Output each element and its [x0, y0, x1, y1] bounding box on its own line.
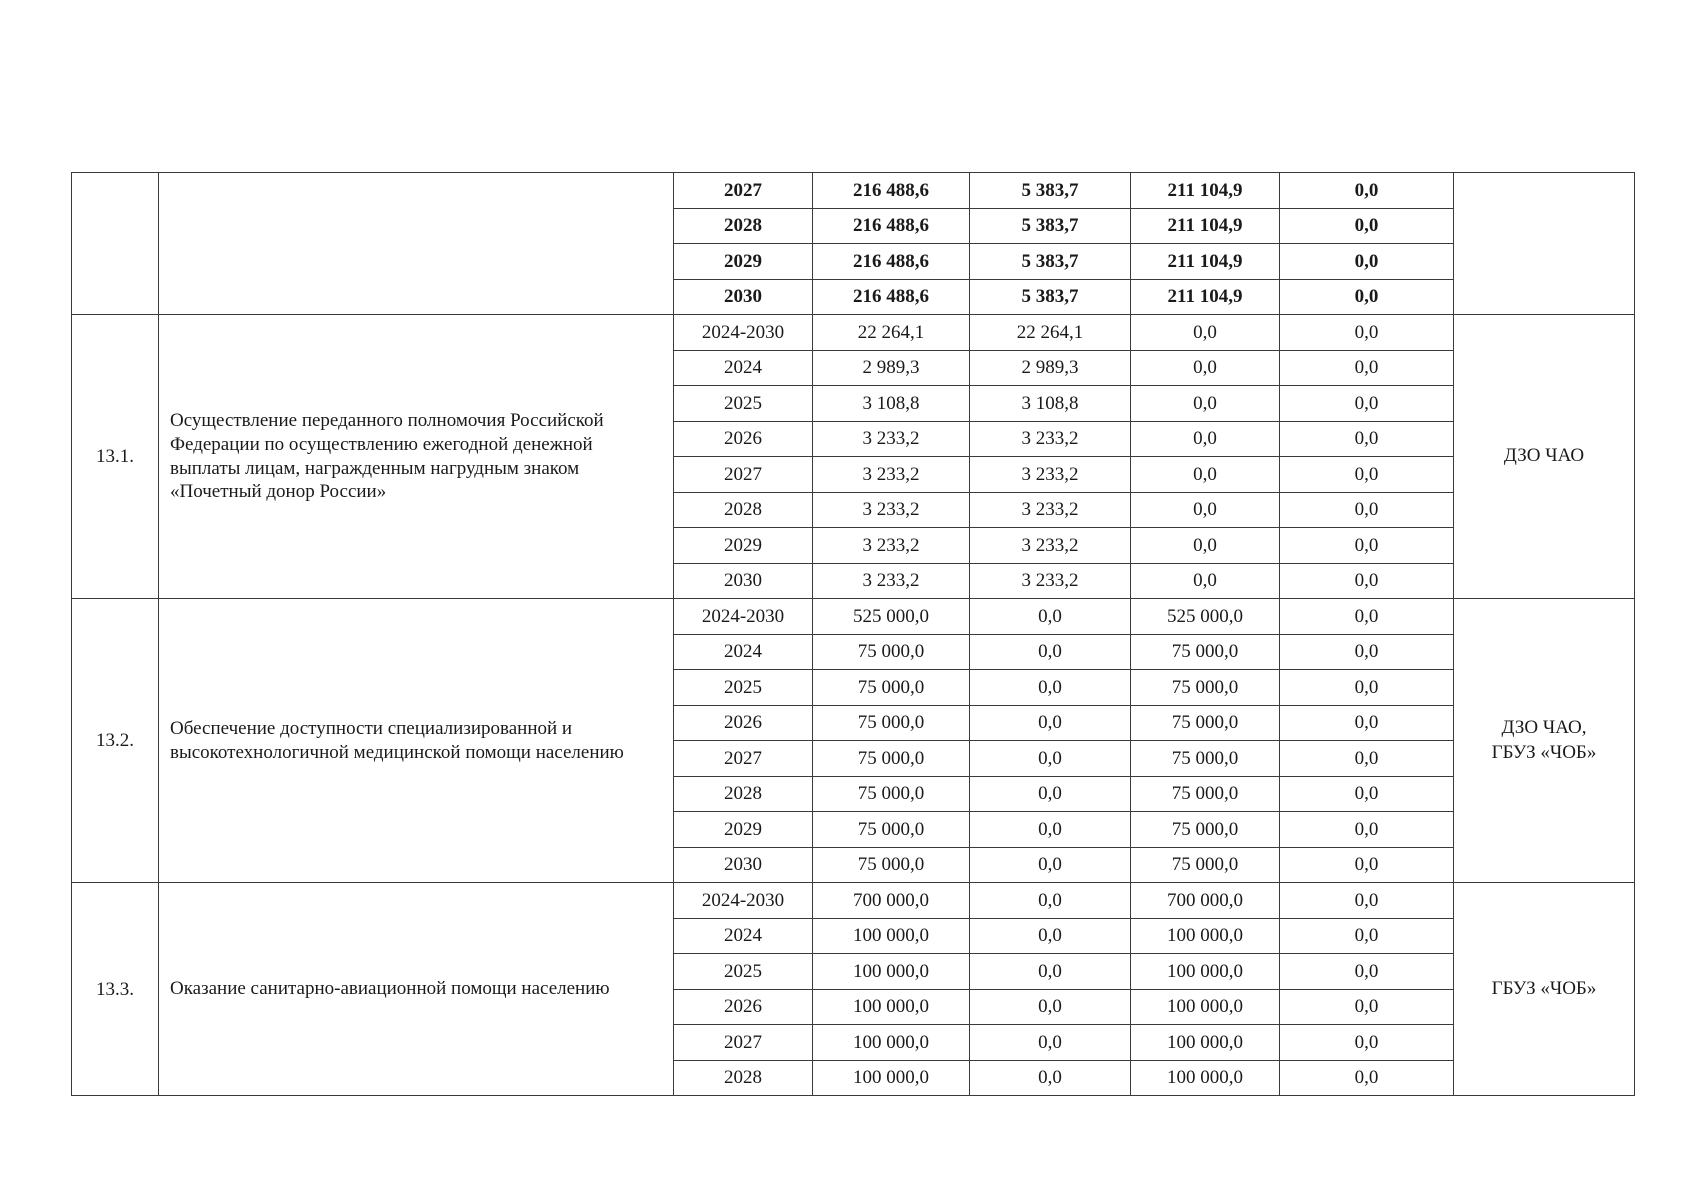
year-cell: 2024 [674, 918, 813, 954]
total-cell: 216 488,6 [813, 173, 970, 209]
amount-cell: 5 383,7 [970, 279, 1131, 315]
amount-cell: 100 000,0 [1131, 918, 1280, 954]
amount-cell: 75 000,0 [1131, 741, 1280, 777]
amount-cell: 0,0 [1131, 563, 1280, 599]
amount-cell: 0,0 [1280, 457, 1454, 493]
year-cell: 2027 [674, 457, 813, 493]
year-cell: 2024 [674, 350, 813, 386]
total-cell: 100 000,0 [813, 954, 970, 990]
amount-cell: 0,0 [1280, 883, 1454, 919]
amount-cell: 0,0 [1280, 279, 1454, 315]
amount-cell: 75 000,0 [1131, 670, 1280, 706]
amount-cell: 0,0 [1280, 528, 1454, 564]
item-description: Оказание санитарно-авиационной помощи населению [159, 883, 674, 1096]
year-cell: 2024-2030 [674, 315, 813, 351]
year-cell: 2027 [674, 741, 813, 777]
amount-cell: 0,0 [970, 1025, 1131, 1061]
amount-cell: 0,0 [1131, 528, 1280, 564]
year-cell: 2028 [674, 1060, 813, 1096]
amount-cell: 700 000,0 [1131, 883, 1280, 919]
amount-cell: 100 000,0 [1131, 1060, 1280, 1096]
year-cell: 2024 [674, 634, 813, 670]
total-cell: 525 000,0 [813, 599, 970, 635]
amount-cell: 3 233,2 [970, 421, 1131, 457]
amount-cell: 0,0 [1280, 1060, 1454, 1096]
amount-cell: 0,0 [1280, 812, 1454, 848]
item-number: 13.2. [72, 599, 159, 883]
year-cell: 2030 [674, 847, 813, 883]
amount-cell: 22 264,1 [970, 315, 1131, 351]
year-cell: 2025 [674, 954, 813, 990]
amount-cell: 75 000,0 [1131, 847, 1280, 883]
total-cell: 100 000,0 [813, 1060, 970, 1096]
year-cell: 2028 [674, 208, 813, 244]
amount-cell: 0,0 [1280, 1025, 1454, 1061]
amount-cell: 0,0 [1280, 208, 1454, 244]
year-cell: 2030 [674, 279, 813, 315]
amount-cell: 5 383,7 [970, 173, 1131, 209]
total-cell: 3 233,2 [813, 563, 970, 599]
amount-cell: 0,0 [1280, 492, 1454, 528]
table-row [72, 173, 1635, 209]
amount-cell: 0,0 [1280, 741, 1454, 777]
amount-cell: 0,0 [970, 883, 1131, 919]
amount-cell: 0,0 [1280, 989, 1454, 1025]
amount-cell: 525 000,0 [1131, 599, 1280, 635]
executor-cell [1454, 173, 1635, 315]
executor [1454, 599, 1635, 883]
amount-cell: 100 000,0 [1131, 1025, 1280, 1061]
amount-cell: 0,0 [1131, 457, 1280, 493]
table-row [72, 315, 1635, 351]
table-row [72, 883, 1635, 919]
year-cell: 2027 [674, 1025, 813, 1061]
item-description: Обеспечение доступности специализированной и высокотехнологичной медицинской помощи населению [159, 599, 674, 883]
total-cell: 3 233,2 [813, 421, 970, 457]
total-cell: 100 000,0 [813, 918, 970, 954]
total-cell: 75 000,0 [813, 847, 970, 883]
amount-cell: 5 383,7 [970, 244, 1131, 280]
executor: ДЗО ЧАО [1454, 315, 1635, 599]
amount-cell: 0,0 [1280, 847, 1454, 883]
amount-cell: 0,0 [1280, 918, 1454, 954]
amount-cell: 3 108,8 [970, 386, 1131, 422]
total-cell: 3 233,2 [813, 528, 970, 564]
year-cell: 2025 [674, 386, 813, 422]
year-cell: 2025 [674, 670, 813, 706]
amount-cell: 0,0 [1280, 350, 1454, 386]
amount-cell: 3 233,2 [970, 457, 1131, 493]
total-cell: 22 264,1 [813, 315, 970, 351]
year-cell: 2028 [674, 776, 813, 812]
amount-cell: 100 000,0 [1131, 989, 1280, 1025]
item-description-cell [159, 173, 674, 315]
amount-cell: 0,0 [970, 812, 1131, 848]
item-description: Осуществление переданного полномочия Российской Федерации по осуществлению ежегодной денежной выплаты лицам, награжденным нагрудным знаком «Почетный донор России» [159, 315, 674, 599]
total-cell: 75 000,0 [813, 634, 970, 670]
year-cell: 2029 [674, 528, 813, 564]
amount-cell: 0,0 [1280, 386, 1454, 422]
amount-cell: 0,0 [970, 670, 1131, 706]
amount-cell: 0,0 [1280, 634, 1454, 670]
amount-cell: 0,0 [970, 776, 1131, 812]
total-cell: 3 108,8 [813, 386, 970, 422]
amount-cell: 2 989,3 [970, 350, 1131, 386]
total-cell: 75 000,0 [813, 705, 970, 741]
executor: ГБУЗ «ЧОБ» [1454, 883, 1635, 1096]
funding-table [71, 172, 1635, 1096]
amount-cell: 0,0 [1131, 386, 1280, 422]
amount-cell: 100 000,0 [1131, 954, 1280, 990]
amount-cell: 0,0 [1280, 705, 1454, 741]
total-cell: 75 000,0 [813, 812, 970, 848]
amount-cell: 0,0 [1280, 421, 1454, 457]
total-cell: 3 233,2 [813, 457, 970, 493]
amount-cell: 0,0 [1131, 421, 1280, 457]
year-cell: 2029 [674, 244, 813, 280]
total-cell: 75 000,0 [813, 741, 970, 777]
amount-cell: 0,0 [1280, 599, 1454, 635]
amount-cell: 0,0 [1280, 563, 1454, 599]
total-cell: 100 000,0 [813, 989, 970, 1025]
total-cell: 216 488,6 [813, 208, 970, 244]
item-number: 13.3. [72, 883, 159, 1096]
amount-cell: 211 104,9 [1131, 208, 1280, 244]
total-cell: 3 233,2 [813, 492, 970, 528]
executor-text: ДЗО ЧАО, ГБУЗ «ЧОБ» [1491, 716, 1597, 763]
year-cell: 2024-2030 [674, 883, 813, 919]
amount-cell: 0,0 [970, 741, 1131, 777]
amount-cell: 0,0 [970, 954, 1131, 990]
year-cell: 2028 [674, 492, 813, 528]
amount-cell: 0,0 [970, 599, 1131, 635]
year-cell: 2027 [674, 173, 813, 209]
year-cell: 2030 [674, 563, 813, 599]
amount-cell: 0,0 [970, 989, 1131, 1025]
year-cell: 2026 [674, 421, 813, 457]
year-cell: 2029 [674, 812, 813, 848]
amount-cell: 75 000,0 [1131, 776, 1280, 812]
amount-cell: 5 383,7 [970, 208, 1131, 244]
year-cell: 2026 [674, 705, 813, 741]
item-number-cell [72, 173, 159, 315]
amount-cell: 0,0 [1280, 776, 1454, 812]
amount-cell: 0,0 [970, 918, 1131, 954]
amount-cell: 3 233,2 [970, 528, 1131, 564]
amount-cell: 0,0 [970, 705, 1131, 741]
total-cell: 100 000,0 [813, 1025, 970, 1061]
amount-cell: 0,0 [1280, 954, 1454, 990]
total-cell: 700 000,0 [813, 883, 970, 919]
total-cell: 216 488,6 [813, 279, 970, 315]
amount-cell: 0,0 [1280, 244, 1454, 280]
amount-cell: 211 104,9 [1131, 173, 1280, 209]
amount-cell: 75 000,0 [1131, 705, 1280, 741]
year-cell: 2024-2030 [674, 599, 813, 635]
total-cell: 75 000,0 [813, 670, 970, 706]
amount-cell: 0,0 [1131, 492, 1280, 528]
amount-cell: 3 233,2 [970, 563, 1131, 599]
item-number: 13.1. [72, 315, 159, 599]
amount-cell: 0,0 [1280, 670, 1454, 706]
amount-cell: 211 104,9 [1131, 279, 1280, 315]
year-cell: 2026 [674, 989, 813, 1025]
amount-cell: 0,0 [1131, 315, 1280, 351]
amount-cell: 0,0 [970, 634, 1131, 670]
total-cell: 2 989,3 [813, 350, 970, 386]
table-row [72, 599, 1635, 635]
amount-cell: 75 000,0 [1131, 634, 1280, 670]
amount-cell: 0,0 [1280, 173, 1454, 209]
amount-cell: 0,0 [970, 1060, 1131, 1096]
total-cell: 75 000,0 [813, 776, 970, 812]
amount-cell: 211 104,9 [1131, 244, 1280, 280]
amount-cell: 3 233,2 [970, 492, 1131, 528]
amount-cell: 75 000,0 [1131, 812, 1280, 848]
amount-cell: 0,0 [1280, 315, 1454, 351]
total-cell: 216 488,6 [813, 244, 970, 280]
amount-cell: 0,0 [970, 847, 1131, 883]
amount-cell: 0,0 [1131, 350, 1280, 386]
